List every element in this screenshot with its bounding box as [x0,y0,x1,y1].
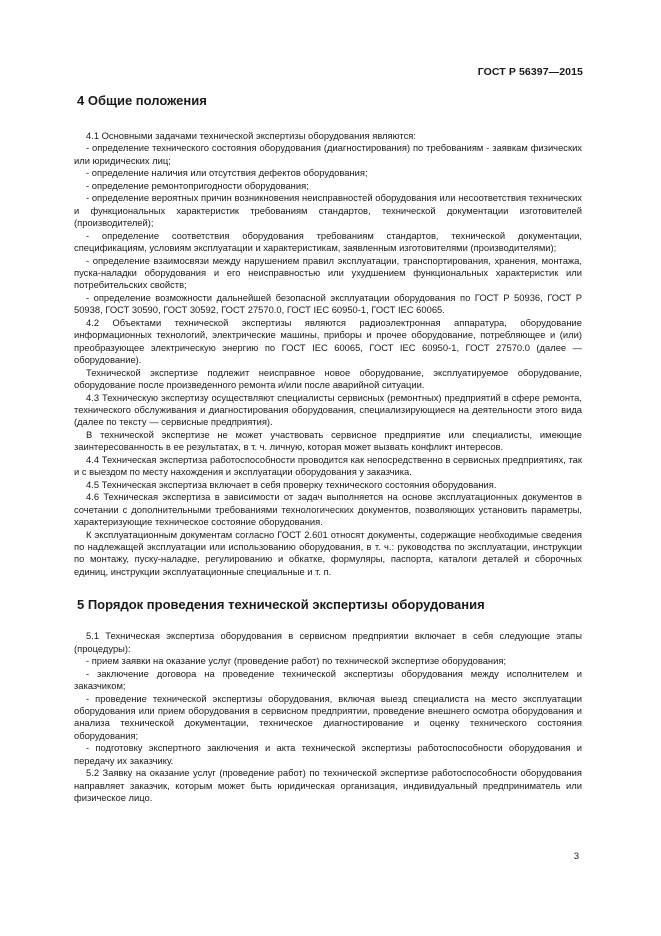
paragraph: Технической экспертизе подлежит неисправное новое оборудование, эксплуатируемое оборудование, оборудование после произведенного ремонта и/или после аварийной ситуации. [74,366,582,391]
paragraph: 4.1 Основными задачами технической экспертизы оборудования являются: [86,130,416,141]
list-item: - определение наличия или отсутствия дефектов оборудования; [86,167,368,179]
document-id-header: ГОСТ Р 56397—2015 [477,66,583,78]
paragraph: 5.2 Заявку на оказание услуг (проведение работ) по технической экспертизе работоспособности оборудования направляет заказчик, которым может быть юридическая организация, индивидуальный предприниматель или физическое лицо. [74,767,582,804]
paragraph: 4.2 Объектами технической экспертизы являются радиоэлектронная аппаратура, оборудование информационных технологий, электрические машины, приборы и прочее оборудование, потребляющее и (или) преобразующее электрическую энергию по ГОСТ IEC 60065, ГОСТ IEC 60950-1, ГОСТ 27570.0 (далее — оборудование). [74,316,582,366]
paragraph: 5.1 Техническая экспертиза оборудования в сервисном предприятии включает в себя следующие этапы (процедуры): [74,630,582,654]
section-5-title: 5 Порядок проведения технической экспертизы оборудования [77,597,485,613]
list-item: - определение технического состояния оборудования (диагностирования) по требованиям - заявкам физических или юридических лиц; [74,142,582,166]
list-item: - определение соответствия оборудования требованиям стандартов, технической документации, спецификациям, условиям эксплуатации и характеристикам, заявленным изготовителями (производителями); [74,229,582,254]
list-item: - определение возможности дальнейшей безопасной эксплуатации оборудования по ГОСТ Р 50936, ГОСТ Р 50938, ГОСТ 30590, ГОСТ 30592, ГОСТ 27570.0, ГОСТ IEC 60950-1, ГОСТ IEC 60065. [74,291,582,316]
paragraph: К эксплуатационным документам согласно ГОСТ 2.601 относят документы, содержащие необходимые сведения по надлежащей эксплуатации или использованию оборудования, в т. ч.: руководства по эксплуатации, инструкции по монтажу, пуску-наладке, регулированию и обкатке, формуляры, паспорта, каталоги деталей и сборочных единиц, инструкции эксплуатационные специальные и т. п. [74,528,582,577]
paragraph: 4.6 Техническая экспертиза в зависимости от задач выполняется на основе эксплуатационных документов в сочетании с дополнительными требованиями технологических документов, позволяющих установить параметры, характеризующие техническое состояние оборудования. [74,491,582,528]
section-4-body [74,130,582,578]
list-item: - определение взаимосвязи между нарушением правил эксплуатации, транспортирования, хранения, монтажа, пуска-наладки оборудования и его неисправностью или ухудшением функциональных характеристик или потребительских свойств; [74,254,582,291]
list-item: - прием заявки на оказание услуг (проведение работ) по технической экспертизе оборудования; [86,655,507,667]
paragraph: В технической экспертизе не может участвовать сервисное предприятие или специалисты, имеющие заинтересованность в ее результатах, в т. ч. личную, которая может вызвать конфликт интересов. [74,428,582,453]
paragraph: 4.3 Техническую экспертизу осуществляют специалисты сервисных (ремонтных) предприятий в сфере ремонта, технического обслуживания и диагностирования оборудования, специализирующиеся на деятельности этого вида (далее по тексту — сервисные предприятия). [74,391,582,428]
list-item: - определение ремонтопригодности оборудования; [86,179,309,191]
paragraph: 4.5 Техническая экспертиза включает в себя проверку технического состояния оборудования. [86,478,497,490]
section-4-title: 4 Общие положения [77,93,207,108]
list-item: - заключение договора на проведение технической экспертизы оборудования между исполнителем и заказчиком; [74,667,582,692]
list-item: - подготовку экспертного заключения и акта технической экспертизы работоспособности оборудования и передачу их заказчику. [74,742,582,766]
list-item: - проведение технической экспертизы оборудования, включая выезд специалиста на место эксплуатации оборудования или прием оборудования в сервисном предприятии, проведение внешнего осмотра оборудования и анализа технической документации, техническое диагностирование и оценку технического состояния оборудования; [74,692,582,741]
paragraph: 4.4 Техническая экспертиза работоспособности проводится как непосредственно в сервисных предприятиях, так и с выездом по месту нахождения и эксплуатации оборудования у заказчика. [74,453,582,478]
section-5-body [74,630,582,804]
document-body [74,92,582,805]
page-number: 3 [573,851,579,862]
list-item: - определение вероятных причин возникновения неисправностей оборудования или несоответствия технических и функциональных характеристик требованиям стандартов, технической документации изготовителей (производителей); [74,192,582,229]
